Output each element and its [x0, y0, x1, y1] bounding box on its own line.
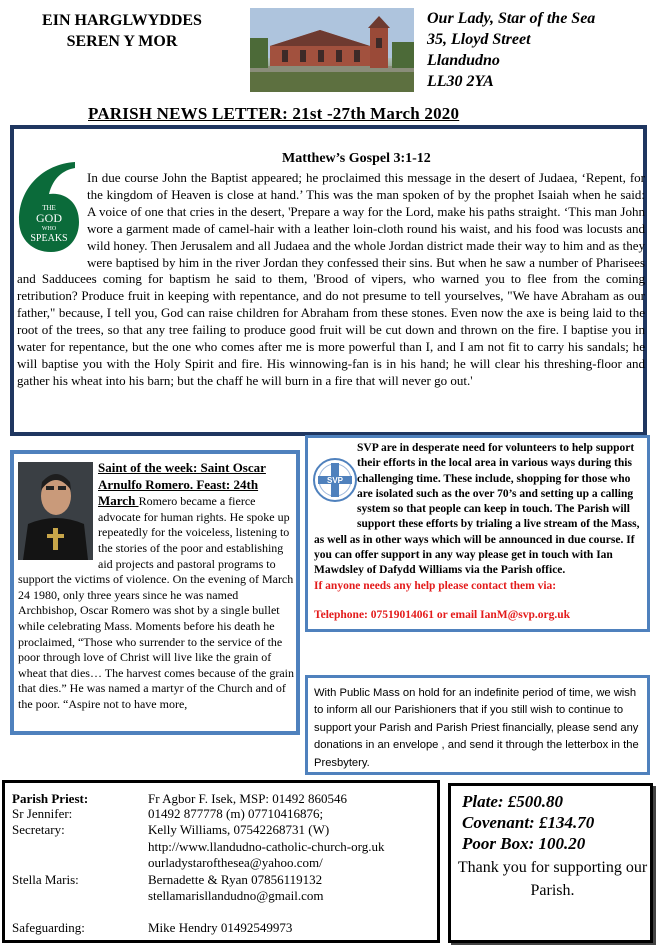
saint-heading: Saint of the week: Saint Oscar Arnulfo Romero. Feast: 24th March: [98, 460, 266, 509]
svp-text: SVP are in desperate need for volunteers to help support their efforts in the local area in various ways during this challenging time. These include, shopping for those who are isolated such as the over 70’s and setting up a calling system so that people can keep in touch. The Parish will support these efforts by trialing a live stream of the Mass, as well as in other ways which will be announced in due course. If you can offer support in any way please get in touch with Ian Mawdsley of Dafydd Williams via the Parish office.: [314, 442, 640, 577]
logo-word-god: GOD: [36, 211, 62, 225]
parish-email[interactable]: ourladystarofthesea@yahoo.com/: [148, 855, 323, 870]
parish-welsh-name: [22, 10, 222, 52]
saint-body: [18, 460, 298, 713]
address-line2: 35, Lloyd Street: [427, 31, 531, 48]
secretary-value: Kelly Williams, 07542268731 (W): [148, 822, 330, 837]
saint-text: Romero became a fierce advocate for human rights. He spoke up repeatedly for the voiceless, listening to the stories of the poor and establishing aid projects and pastoral programs to support the victims of violence. On the evening of March 24 1980, only three years since he was named Archbishop, Oscar Romero was shot by a single bullet while celebrating Mass. Moments before his death he proclaimed, “Those who surrender to the service of the poor through love of Christ will live like the grain of wheat that dies… The harvest comes because of the grain that dies.” He was named a martyr of the Church and of the poor. “Aspire not to have more,: [18, 494, 295, 711]
poor-box-amount: Poor Box: 100.20: [462, 834, 586, 853]
church-illustration: [250, 8, 414, 92]
svp-body: [314, 441, 646, 623]
address-line1: Our Lady, Star of the Sea: [427, 10, 596, 27]
svp-logo-text: SVP: [326, 476, 344, 485]
jennifer-value: 01492 877778 (m) 07710416876;: [148, 806, 324, 821]
address-line3: Llandudno: [427, 52, 500, 69]
svp-help-line: If anyone needs any help please contact them via:: [314, 579, 557, 592]
stella-value: Bernadette & Ryan 07856119132: [148, 872, 323, 887]
gospel-heading: Matthew’s Gospel 3:1-12: [282, 151, 431, 166]
welsh-name-line1: EIN HARGLWYDDES: [42, 12, 202, 29]
logo-word-speaks: SPEAKS: [30, 233, 68, 244]
covenant-amount: Covenant: £134.70: [462, 813, 595, 832]
plate-amount: Plate: £500.80: [462, 792, 564, 811]
collection-thanks: Thank you for supporting our Parish.: [457, 859, 648, 899]
secretary-label: Secretary:: [12, 822, 65, 837]
priest-value: Fr Agbor F. Isek, MSP: 01492 860546: [148, 791, 348, 806]
stella-label: Stella Maris:: [12, 872, 79, 887]
svp-contact-line[interactable]: Telephone: 07519014061 or email IanM@svp.org.uk: [314, 608, 571, 621]
mass-notice-text: With Public Mass on hold for an indefinite period of time, we wish to inform all our Parishioners that if you still wish to continue to support your Parish and Parish Priest financially, please send any donations in an envelope , and send it through the letterbox in the Presbytery.: [314, 687, 639, 769]
gospel-text: In due course John the Baptist appeared; he proclaimed this message in the desert of Judaea, ‘Repent, for the kingdom of Heaven is close at hand.’ This was the man spoken of by the prophet Isaiah when he said: A voice of one that cries in the desert, 'Prepare a way for the Lord, make his paths straight. ‘This man John wore a garment made of camel-hair with a leather loin-cloth round his waist, and his food was locusts and wild honey. Then Jerusalem and all Judaea and the whole Jordan district made their way to him and as they were baptised by him in the river Jordan they confessed their sins. But when he saw a number of Pharisees and Sadducees coming for baptism he said to them, 'Brood of vipers, who warned you to flee from the coming retribution? Produce fruit in keeping with repentance, and do not presume to tell yourselves, "We have Abraham as our father," because, I tell you, God can raise children for Abraham from these stones. Even now the axe is being laid to the root of the trees, so that any tree failing to produce good fruit will be cut down and thrown on the fire. I baptise you in water for repentance, but the one who comes after me is more powerful than I, and I am not fit to carry his sandals; he will baptise you with the Holy Spirit and fire. His winnowing-fan is in his hand; he will clear his threshing-floor and gather his wheat into his barn; but the chaff he will burn in a fire that will never go out.': [17, 170, 645, 388]
stella-email[interactable]: stellamarisllandudno@gmail.com: [148, 888, 324, 903]
church-photo: [250, 8, 414, 92]
parish-address: [427, 8, 652, 92]
welsh-name-line2: SEREN Y MOR: [66, 33, 178, 50]
priest-label: Parish Priest:: [12, 791, 89, 806]
safeguarding-label: Safeguarding:: [12, 920, 85, 935]
safeguarding-value: Mike Hendry 01492549973: [148, 920, 293, 935]
logo-word-who: WHO: [41, 226, 57, 232]
newsletter-title: PARISH NEWS LETTER: 21st -27th March 2020: [88, 104, 460, 123]
gospel-body: [17, 170, 645, 390]
parish-website[interactable]: http://www.llandudno-catholic-church-org.uk: [148, 839, 385, 854]
address-line4: LL30 2YA: [427, 73, 494, 90]
jennifer-label: Sr Jennifer:: [12, 806, 73, 821]
logo-word-the: THE: [42, 204, 56, 212]
